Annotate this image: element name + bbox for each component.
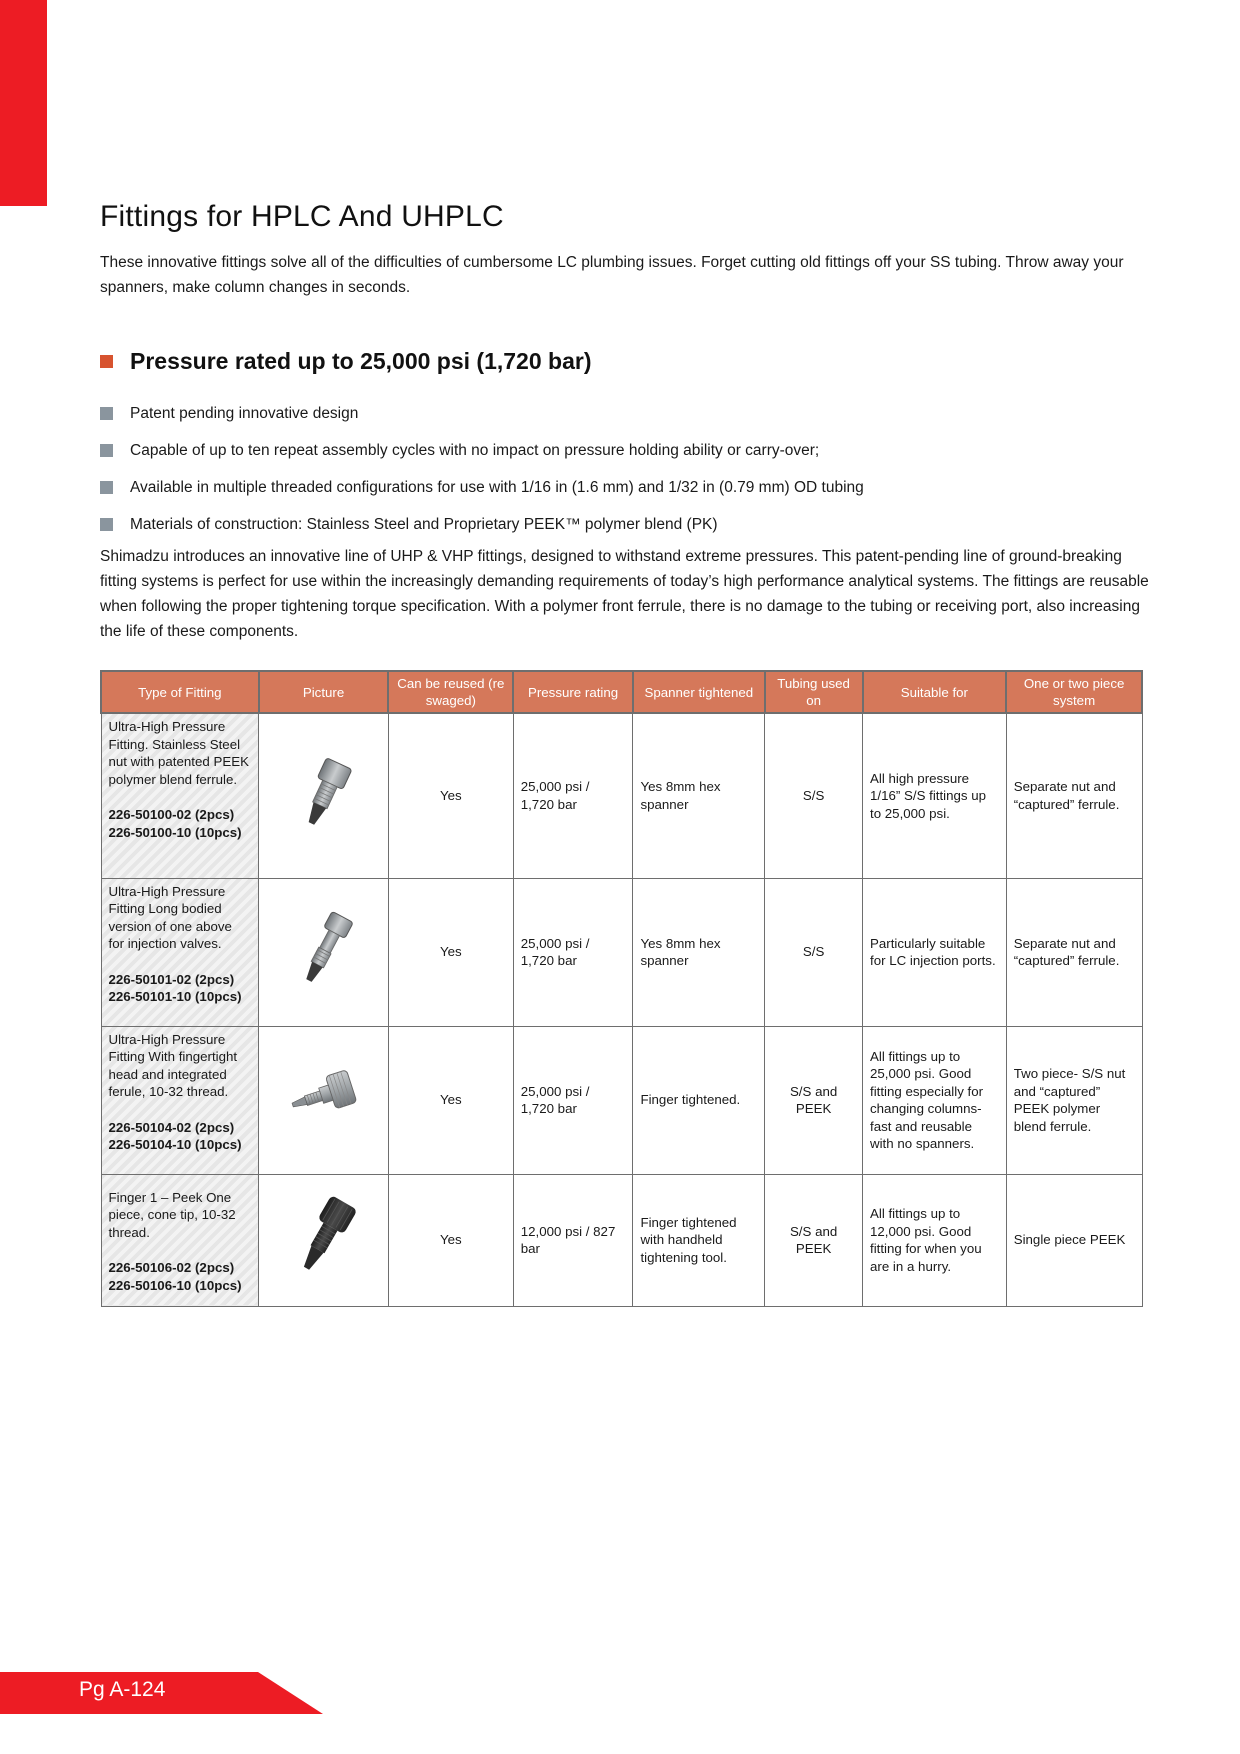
part-numbers: 226-50100-02 (2pcs) 226-50100-10 (10pcs) (108, 807, 242, 840)
table-row (101, 1026, 1142, 1174)
header-pressure: Pressure rating (513, 671, 633, 713)
cell-pieces: Separate nut and “captured” ferrule. (1006, 878, 1142, 1026)
cell-type: Ultra-High Pressure Fitting. Stainless Steel nut with patented PEEK polymer blend ferrule. 226-50100-02 (2pcs) 226-50100-10 (10pcs) (101, 713, 259, 878)
cell-suitable: Particularly suitable for LC injection ports. (863, 878, 1007, 1026)
section-heading-text: Pressure rated up to 25,000 psi (1,720 bar) (130, 348, 592, 374)
list-item: Patent pending innovative design (100, 395, 864, 432)
part-numbers: 226-50104-02 (2pcs) 226-50104-10 (10pcs) (108, 1119, 242, 1152)
cell-picture (259, 878, 389, 1026)
stainless-hex-fitting-icon (289, 754, 359, 834)
table-row (101, 713, 1142, 878)
square-bullet-icon (100, 407, 113, 420)
part-numbers: 226-50106-02 (2pcs) 226-50106-10 (10pcs) (108, 1260, 242, 1293)
cell-suitable: All fittings up to 25,000 psi. Good fitting especially for changing columns- fast and reusable with no spanners. (863, 1026, 1007, 1174)
header-picture: Picture (259, 671, 389, 713)
cell-type: Ultra-High Pressure Fitting Long bodied version of one above for injection valves. 226-50101-02 (2pcs) 226-50101-10 (10pcs) (101, 878, 259, 1026)
list-item: Available in multiple threaded configurations for use with 1/16 in (1.6 mm) and 1/32 in (0.79 mm) OD tubing (100, 469, 864, 506)
fittings-table (100, 670, 1143, 1307)
cell-picture (259, 1026, 389, 1174)
cell-spanner: Yes 8mm hex spanner (633, 878, 765, 1026)
cell-spanner: Finger tightened with handheld tightening tool. (633, 1174, 765, 1306)
square-bullet-icon (100, 444, 113, 457)
cell-tubing: S/S and PEEK (765, 1026, 863, 1174)
cell-pieces: Single piece PEEK (1006, 1174, 1142, 1306)
part-numbers: 226-50101-02 (2pcs) 226-50101-10 (10pcs) (108, 971, 242, 1004)
peek-one-piece-fitting-icon (289, 1193, 359, 1283)
page-number: Pg A-124 (79, 1678, 166, 1701)
header-pieces: One or two piece system (1006, 671, 1142, 713)
square-bullet-icon (100, 355, 113, 368)
feature-list (100, 395, 864, 543)
header-suitable: Suitable for (863, 671, 1007, 713)
body-paragraph: Shimadzu introduces an innovative line of UHP & VHP fittings, designed to withstand extreme pressures. This patent-pending line of ground-breaking fitting systems is perfect for use within the increasingly demanding requirements of today’s high performance analytical systems. The fittings are reusable when following the proper tightening torque specification. With a polymer front ferrule, there is no damage to the tubing or receiving port, also increasing the life of these components. (100, 548, 1149, 640)
page-title: Fittings for HPLC And UHPLC (100, 200, 504, 233)
cell-tubing: S/S and PEEK (765, 1174, 863, 1306)
intro-paragraph: These innovative fittings solve all of the difficulties of cumbersome LC plumbing issues. Forget cutting old fittings off your SS tubing. Throw away your spanners, make column changes in seconds. (100, 254, 1124, 296)
list-item: Capable of up to ten repeat assembly cycles with no impact on pressure holding ability or carry-over; (100, 432, 864, 469)
cell-spanner: Yes 8mm hex spanner (633, 713, 765, 878)
cell-pieces: Two piece- S/S nut and “captured” PEEK polymer blend ferrule. (1006, 1026, 1142, 1174)
square-bullet-icon (100, 481, 113, 494)
long-body-hex-fitting-icon (289, 910, 359, 990)
cell-pressure: 25,000 psi / 1,720 bar (513, 713, 633, 878)
header-spanner: Spanner tightened (633, 671, 765, 713)
cell-pressure: 25,000 psi / 1,720 bar (513, 878, 633, 1026)
page-footer-tab (0, 1672, 325, 1714)
list-item: Materials of construction: Stainless Steel and Proprietary PEEK™ polymer blend (PK) (100, 506, 864, 543)
cell-tubing: S/S (765, 713, 863, 878)
cell-pressure: 12,000 psi / 827 bar (513, 1174, 633, 1306)
cell-type: Ultra-High Pressure Fitting With fingertight head and integrated ferule, 10-32 thread. 226-50104-02 (2pcs) 226-50104-10 (10pcs) (101, 1026, 259, 1174)
header-tubing: Tubing used on (765, 671, 863, 713)
header-reusable: Can be reused (re swaged) (388, 671, 513, 713)
fingertight-knurled-fitting-icon (284, 1068, 364, 1128)
table-row (101, 1174, 1142, 1306)
red-corner-tab (0, 0, 47, 206)
cell-reusable: Yes (388, 713, 513, 878)
cell-picture (259, 1174, 389, 1306)
cell-reusable: Yes (388, 1026, 513, 1174)
cell-type: Finger 1 – Peek One piece, cone tip, 10-32 thread. 226-50106-02 (2pcs) 226-50106-10 (10pcs) (101, 1174, 259, 1306)
cell-suitable: All fittings up to 12,000 psi. Good fitting for when you are in a hurry. (863, 1174, 1007, 1306)
cell-pressure: 25,000 psi / 1,720 bar (513, 1026, 633, 1174)
table-row (101, 878, 1142, 1026)
cell-reusable: Yes (388, 1174, 513, 1306)
section-heading (100, 348, 591, 375)
table-header-row (101, 671, 1142, 713)
header-type: Type of Fitting (101, 671, 259, 713)
cell-reusable: Yes (388, 878, 513, 1026)
cell-picture (259, 713, 389, 878)
cell-suitable: All high pressure 1/16” S/S fittings up to 25,000 psi. (863, 713, 1007, 878)
square-bullet-icon (100, 518, 113, 531)
cell-tubing: S/S (765, 878, 863, 1026)
cell-pieces: Separate nut and “captured” ferrule. (1006, 713, 1142, 878)
cell-spanner: Finger tightened. (633, 1026, 765, 1174)
